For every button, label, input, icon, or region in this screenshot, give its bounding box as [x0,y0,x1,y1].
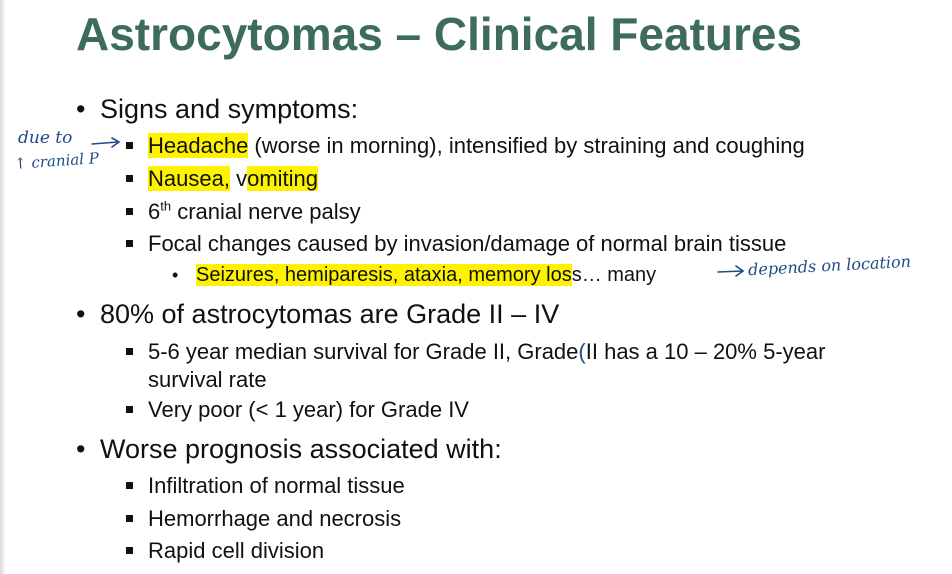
bullet-dot: • [76,434,86,464]
grades-heading: 80% of astrocytomas are Grade II – IV [100,299,560,329]
poor-text: Very poor (< 1 year) for Grade IV [148,397,469,422]
bullet-square [126,175,133,182]
prognosis-item: Rapid cell division [148,538,325,563]
headache-text [148,132,805,160]
headache-highlight: Headache [148,133,249,158]
focal-text: Focal changes caused by invasion/damage of normal brain tissue [148,231,787,256]
bullet-square [126,348,133,355]
survival-text [148,338,825,394]
bullet-square [126,208,133,215]
bullet-dot: • [76,94,86,124]
survival-ink-mark: ( [578,339,586,364]
nausea-text [148,165,318,193]
ink-arrow-icon [90,136,124,150]
ink-depends-on-location: depends on location [747,251,912,280]
survival-line1b: II has a 10 – 20% 5-year [585,339,826,364]
bullet-dot-small: • [172,265,179,285]
bullet-square [126,482,133,489]
bullet-square [126,240,133,247]
palsy-text [148,198,361,226]
bullet-square [126,515,133,522]
seizures-highlight: Seizures, hemiparesis, ataxia, memory los [196,264,572,286]
slide-left-edge [0,0,6,574]
signs-heading: Signs and symptoms: [100,94,359,124]
palsy-rest: cranial nerve palsy [171,199,361,224]
vomiting-highlight: omiting [247,166,318,191]
prognosis-heading: Worse prognosis associated with: [100,434,502,464]
ink-cranial-pressure: ↑ cranial P [13,149,100,173]
nausea-v: v [229,166,248,191]
seizures-rest: s… many [571,264,657,286]
palsy-number: 6 [148,199,161,224]
bullet-square [126,142,133,149]
prognosis-item: Infiltration of normal tissue [148,473,405,498]
seizures-text [196,262,656,288]
palsy-superscript: th [160,198,172,214]
survival-line1: 5-6 year median survival for Grade II, Grade [148,339,579,364]
bullet-dot: • [76,299,86,329]
bullet-square [126,547,133,554]
headache-rest: (worse in morning), intensified by straining and coughing [248,133,805,158]
nausea-highlight: Nausea, [148,166,230,191]
bullet-square [126,406,133,413]
slide-title: Astrocytomas – Clinical Features [76,8,803,60]
ink-due-to: due to [18,128,73,148]
survival-line2: survival rate [148,367,267,392]
ink-arrow-icon [716,264,748,278]
prognosis-item: Hemorrhage and necrosis [148,506,402,531]
